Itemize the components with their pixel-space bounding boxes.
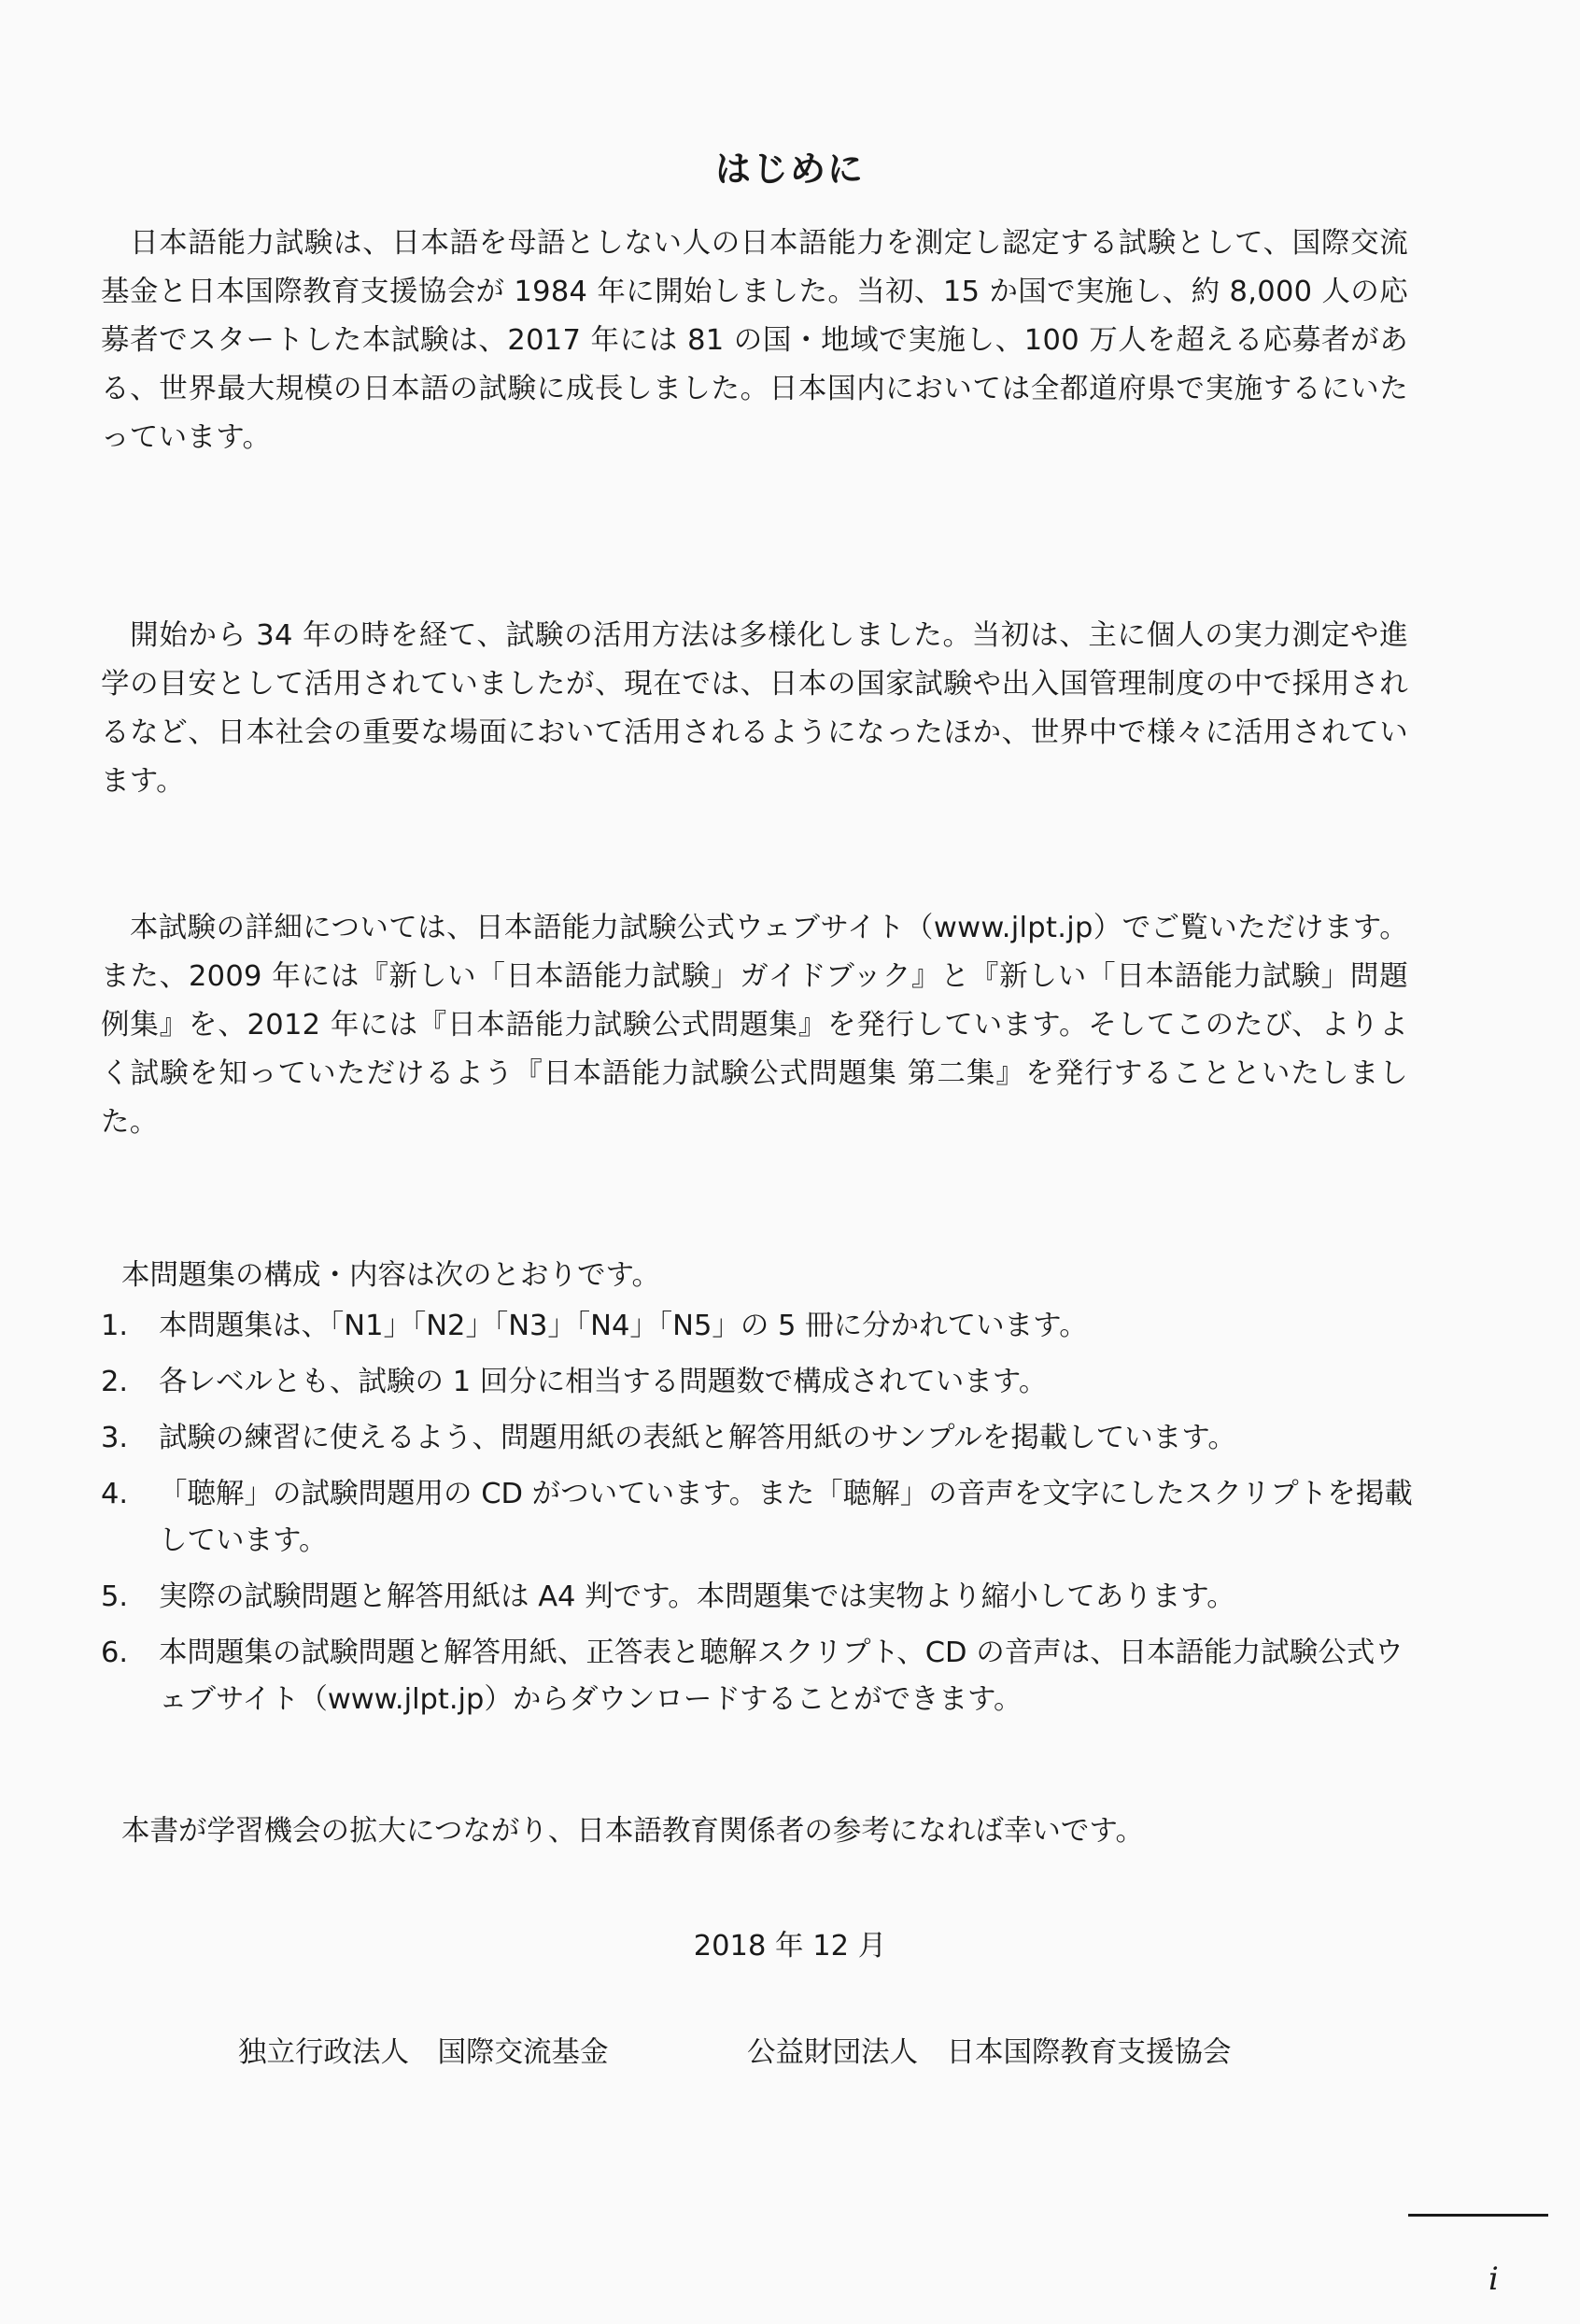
page-number: i [1488,2260,1499,2298]
publication-date: 2018 年 12 月 [693,1930,887,1963]
contents-list [101,1303,1418,1733]
list-item [101,1359,1418,1406]
closing-sentence: 本書が学習機会の拡大につながり、日本語教育関係者の参考になれば幸いです。 [121,1815,1144,1848]
list-item [101,1303,1418,1350]
list-intro: 本問題集の構成・内容は次のとおりです。 [121,1259,661,1292]
list-item-number: 4. [101,1478,129,1510]
list-item-text: 試験の練習に使えるよう、問題用紙の表紙と解答用紙のサンプルを掲載しています。 [159,1422,1236,1454]
footer-divider [1408,2214,1548,2217]
paragraph-details: 本試験の詳細については、日本語能力試験公式ウェブサイト（www.jlpt.jp）でご覧いただけます。また、2009 年には『新しい「日本語能力試験」ガイドブック』と『新しい「日本語能力試験」問題例集』を、2012 年には『日本語能力試験公式問題集』を発行しています。そしてこのたび、よりよく試験を知っていただけるよう『日本語能力試験公式問題集 第二集』を発行することといたしました。 [101,912,1408,1139]
organization-jees: 公益財団法人 日本国際教育支援協会 [747,2036,1232,2069]
page-title: はじめに [714,149,865,190]
list-item-number: 5. [101,1580,129,1613]
list-item-number: 2. [101,1366,129,1398]
list-item [101,1471,1418,1565]
list-item [101,1574,1418,1621]
list-item-text: 実際の試験問題と解答用紙は A4 判です。本問題集では実物より縮小してあります。 [159,1580,1235,1613]
list-item-text: 各レベルとも、試験の 1 回分に相当する問題数で構成されています。 [159,1366,1048,1398]
list-item [101,1630,1418,1723]
list-item [101,1415,1418,1462]
list-item-text: 本問題集の試験問題と解答用紙、正答表と聴解スクリプト、CD の音声は、日本語能力試験公式ウェブサイト（www.jlpt.jp）からダウンロードすることができます。 [159,1637,1404,1716]
list-item-text: 「聴解」の試験問題用の CD がついています。また「聴解」の音声を文字にしたスクリプトを掲載しています。 [159,1478,1413,1557]
list-item-text: 本問題集は、「N1」「N2」「N3」「N4」「N5」の 5 冊に分かれています。 [159,1310,1088,1342]
organization-japan-foundation: 独立行政法人 国際交流基金 [238,2036,609,2069]
paragraph-usage: 開始から 34 年の時を経て、試験の活用方法は多様化しました。当初は、主に個人の実力測定や進学の目安として活用されていましたが、現在では、日本の国家試験や出入国管理制度の中で採用されるなど、日本社会の重要な場面において活用されるようになったほか、世界中で様々に活用されています。 [101,619,1408,798]
list-item-number: 3. [101,1422,129,1454]
list-item-number: 1. [101,1310,129,1342]
paragraph-history: 日本語能力試験は、日本語を母語としない人の日本語能力を測定し認定する試験として、国際交流基金と日本国際教育支援協会が 1984 年に開始しました。当初、15 か国で実施し、約 8,000 人の応募者でスタートした本試験は、2017 年には 81 の国・地域で実施し、100 万人を超える応募者がある、世界最大規模の日本語の試験に成長しました。日本国内においては全都道府県で実施するにいたっています。 [101,227,1408,454]
list-item-number: 6. [101,1637,129,1669]
